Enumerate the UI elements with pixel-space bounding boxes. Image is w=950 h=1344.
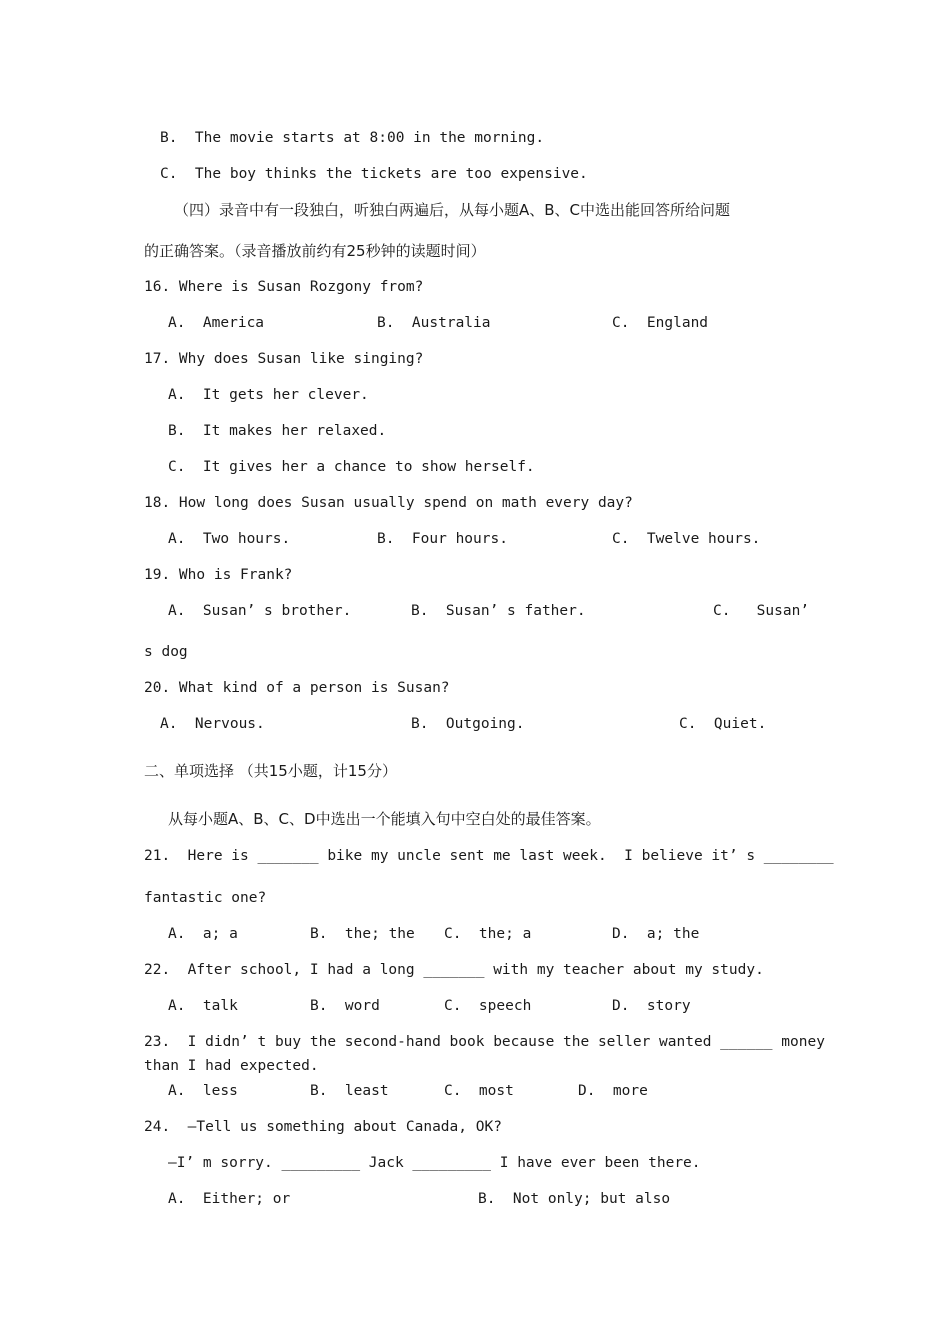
q19-option-c: C. Susan’ [713, 603, 810, 619]
q18-option-b: B. Four hours. [377, 531, 508, 547]
part2-instruction: 从每小题A、B、C、D中选出一个能填入句中空白处的最佳答案。 [168, 810, 601, 828]
q23-option-a: A. less [168, 1083, 238, 1099]
q19-stem: 19. Who is Frank? [144, 567, 293, 583]
q22-option-c: C. speech [444, 998, 532, 1014]
prev-option-b: B. The movie starts at 8:00 in the morning. [160, 130, 545, 146]
q16-stem: 16. Where is Susan Rozgony from? [144, 279, 424, 295]
section4-instruction-line2: 的正确答案。（录音播放前约有25秒钟的读题时间） [144, 242, 486, 260]
q23-option-d: D. more [578, 1083, 648, 1099]
q20-option-b: B. Outgoing. [411, 716, 525, 732]
q17-option-a: A. It gets her clever. [168, 387, 369, 403]
q21-stem-continued: fantastic one? [144, 890, 267, 906]
q21-option-a: A. a; a [168, 926, 238, 942]
q21-option-c: C. the; a [444, 926, 532, 942]
q20-stem: 20. What kind of a person is Susan? [144, 680, 450, 696]
q23-stem-continued: than I had expected. [144, 1058, 319, 1074]
q18-option-a: A. Two hours. [168, 531, 291, 547]
q22-option-b: B. word [310, 998, 380, 1014]
q21-option-d: D. a; the [612, 926, 700, 942]
q22-option-d: D. story [612, 998, 691, 1014]
prev-option-c: C. The boy thinks the tickets are too expensive. [160, 166, 588, 182]
q16-option-c: C. England [612, 315, 709, 331]
q17-option-c: C. It gives her a chance to show herself. [168, 459, 535, 475]
q19-option-b: B. Susan’ s father. [411, 603, 586, 619]
q20-option-a: A. Nervous. [160, 716, 265, 732]
q20-option-c: C. Quiet. [679, 716, 767, 732]
q19-option-c-continued: s dog [144, 644, 188, 660]
q18-option-c: C. Twelve hours. [612, 531, 761, 547]
q17-option-b: B. It makes her relaxed. [168, 423, 387, 439]
q24-stem: 24. —Tell us something about Canada, OK? [144, 1119, 502, 1135]
q16-option-a: A. America [168, 315, 265, 331]
q18-stem: 18. How long does Susan usually spend on math every day? [144, 495, 633, 511]
q16-option-b: B. Australia [377, 315, 491, 331]
q22-option-a: A. talk [168, 998, 238, 1014]
q22-stem: 22. After school, I had a long _______ with my teacher about my study. [144, 962, 764, 978]
q21-option-b: B. the; the [310, 926, 415, 942]
q23-option-b: B. least [310, 1083, 389, 1099]
section4-instruction-line1: （四）录音中有一段独白，听独白两遍后，从每小题A、B、C中选出能回答所给问题 [174, 201, 731, 219]
q19-option-a: A. Susan’ s brother. [168, 603, 352, 619]
q24-option-a: A. Either; or [168, 1191, 291, 1207]
q17-stem: 17. Why does Susan like singing? [144, 351, 424, 367]
q24-reply: —I’ m sorry. _________ Jack _________ I have ever been there. [168, 1155, 701, 1171]
part2-heading: 二、单项选择 （共15小题，计15分） [144, 762, 397, 780]
q23-option-c: C. most [444, 1083, 514, 1099]
q23-stem: 23. I didn’ t buy the second-hand book because the seller wanted ______ money [144, 1034, 825, 1050]
q24-option-b: B. Not only; but also [478, 1191, 671, 1207]
q21-stem: 21. Here is _______ bike my uncle sent me last week. I believe it’ s ________ [144, 848, 834, 864]
